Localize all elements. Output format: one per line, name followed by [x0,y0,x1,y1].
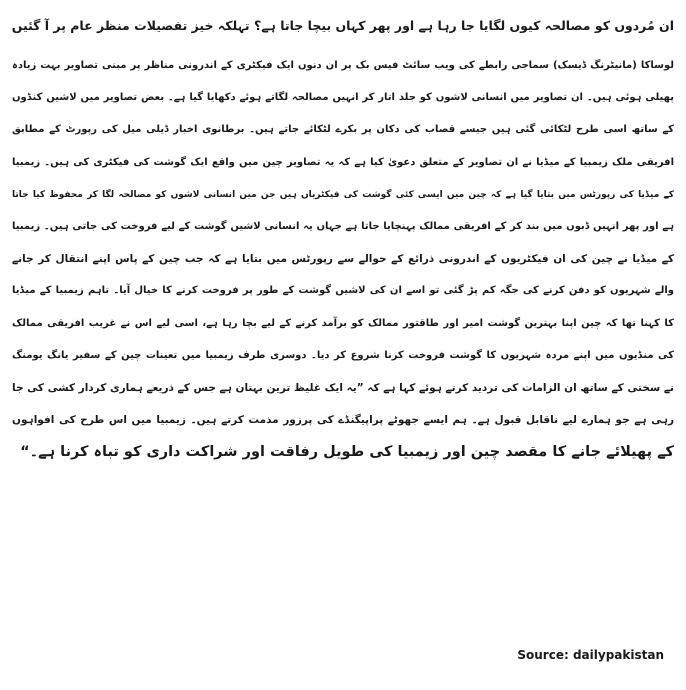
body-line-12: رہی ہے جو ہمارے لیے ناقابل قبول ہے۔ ہم ایسے جھوٹے پراپیگنڈے کی پرزور مذمت کرتے ہیں۔ زیمبیا میں اس طرح کی افواہوں [12,414,674,427]
body-line-13: کے پھیلائے جانے کا مقصد چین اور زیمبیا کی طویل رفاقت اور شراکت داری کو تباہ کرنا ہے۔“ [20,444,674,461]
headline: ان مُردوں کو مصالحہ کیوں لگایا جا رہا ہے اور پھر کہاں بیچا جاتا ہے؟ تہلکہ خیز تفصیلات منظر عام پر آ گئیں [12,18,674,33]
body-line-6: ہے اور پھر انہیں ڈبوں میں بند کر کے افریقی ممالک پہنچایا جاتا ہے جہاں یہ انسانی لاشیں گوشت کے لیے فروخت کی جاتی ہیں۔ زیمبیا [12,221,674,233]
body-line-2: پھیلی ہوئی ہیں۔ ان تصاویر میں انسانی لاشوں کو جلد اتار کر انہیں مصالحہ لگاتے ہوئے دکھایا گیا ہے۔ بعض تصاویر میں لاشیں کنڈوں [12,92,674,104]
body-line-9: کا کہنا تھا کہ چین اپنا بہترین گوشت امیر اور طاقتور ممالک کو برآمد کرنے کے لیے بچا رہا ہے، اسی لیے اس نے غریب افریقی ممالک [12,317,674,329]
body-line-11: نے سختی کے ساتھ ان الزامات کی تردید کرتے ہوئے کہا ہے کہ ”یہ ایک غلیظ ترین بہتان ہے جس کے ذریعے ہماری کردار کشی کی جا [12,382,674,395]
body-line-10: کی منڈیوں میں اپنے مردہ شہریوں کا گوشت فروخت کرنا شروع کر دیا۔ دوسری طرف زیمبیا میں تعینات چین کے سفیر یانگ یومنگ [12,349,674,361]
body-line-8: والے شہریوں کو دفن کرنے کی جگہ کم پڑ گئی تو اسے ان کی لاشیں گوشت کے طور پر فروخت کرنے کا خیال آیا۔ تاہم زیمبیا کے میڈیا [12,285,674,297]
body-line-7: کے میڈیا نے چین کی ان فیکٹریوں کے اندرونی ذرائع کے حوالے سے رپورٹس میں بتایا ہے کہ جب چین کے پاس اپنے انتقال کر جانے [12,253,674,266]
body-line-3: کے ساتھ اسی طرح لٹکائی گئی ہیں جیسے قصاب کی دکان پر بکرے لٹکائے جاتے ہیں۔ برطانوی اخبار ڈیلی میل کی رپورٹ کے مطابق [12,124,674,136]
article-body [12,50,674,469]
body-line-5: کے میڈیا کی رپورٹس میں بتایا گیا ہے کہ چین میں ایسی کئی گوشت کی فیکٹریاں ہیں جن میں انسانی لاشوں کو مصالحہ لگا کر محفوظ کیا جاتا [12,189,674,200]
source-credit: Source: dailypakistan [517,648,664,662]
body-line-1: لوساکا (مانیٹرنگ ڈیسک) سماجی رابطے کی ویب سائٹ فیس بک پر ان دنوں ایک فیکٹری کے اندرونی مناظر پر مبنی تصاویر بہت زیادہ [12,60,674,71]
body-line-4: افریقی ملک زیمبیا کے میڈیا نے ان تصاویر کے متعلق دعویٰ کیا ہے کہ یہ تصاویر چین میں واقع ایک گوشت کی فیکٹری کی ہیں۔ زیمبیا [12,156,674,168]
article [12,6,674,469]
